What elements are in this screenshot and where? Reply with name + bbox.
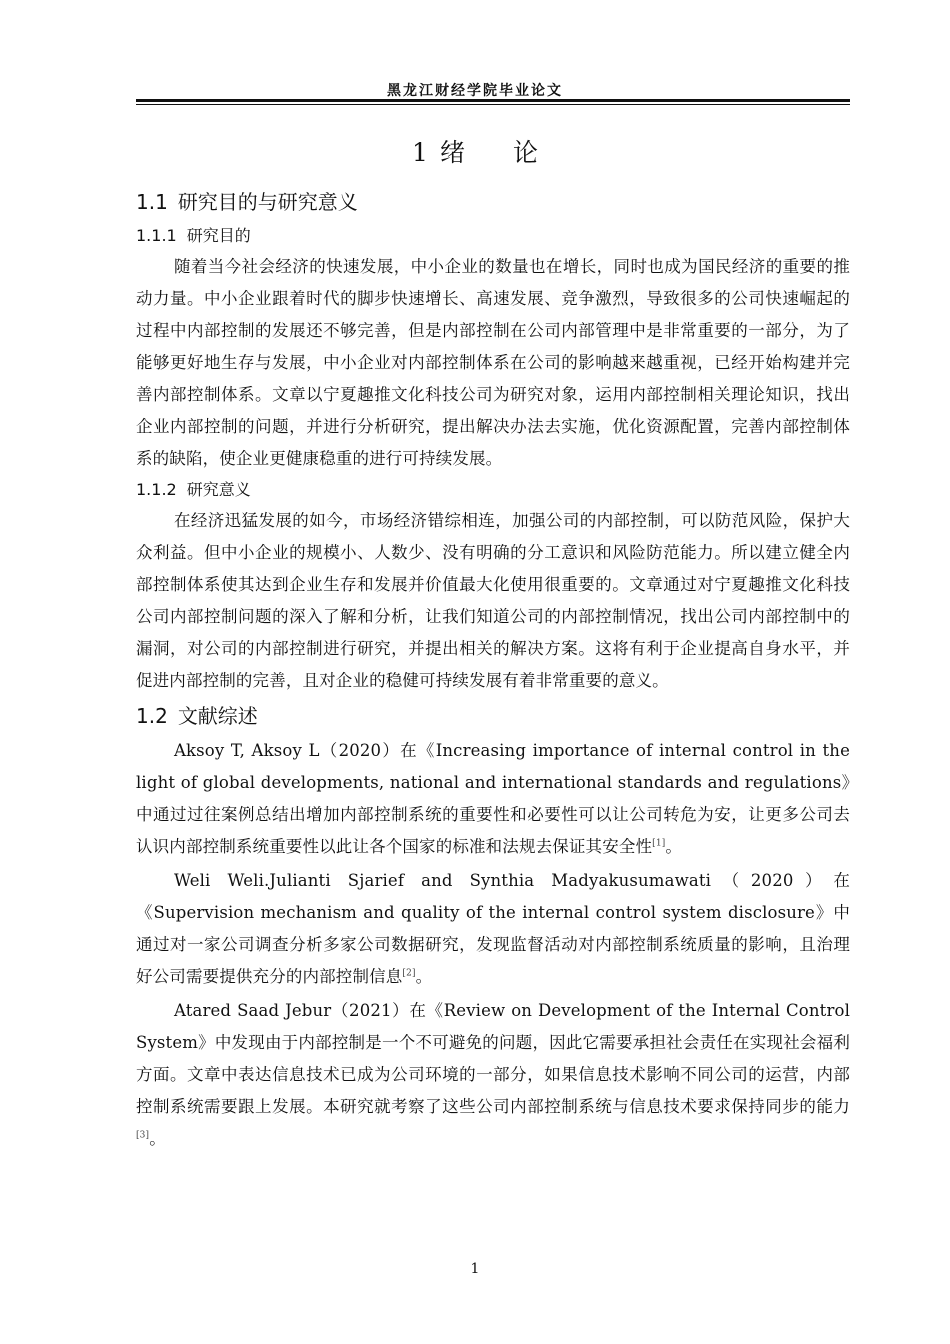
citation-ref: [1] [652, 838, 666, 849]
sentence-end: 。 [415, 967, 433, 986]
chapter-title-char-1: 绪 [439, 138, 465, 167]
paragraph-literature-3 [136, 995, 850, 1155]
header-rule-thin [136, 104, 850, 105]
subsection-heading-1-1-1 [136, 221, 850, 251]
section-number: 1.1 [136, 190, 168, 214]
literature-text: Weli Weli.Julianti Sjarief and Synthia Madyakusumawati（2020）在《Supervision mechanism and quality of the internal control system disclosure》中通过对一家公司调查分析多家公司数据研究，发现监督活动对内部控制系统质量的影响，且治理好公司需要提供充分的内部控制信息 [136, 871, 850, 986]
chapter-title [0, 133, 950, 169]
running-header-title: 黑龙江财经学院毕业论文 [387, 83, 563, 99]
subsection-number: 1.1.2 [136, 480, 177, 499]
body-content [136, 183, 850, 1155]
subsection-title: 研究目的 [186, 226, 251, 245]
paragraph-literature-1 [136, 735, 850, 863]
citation-ref: [2] [402, 968, 416, 979]
paragraph-literature-2 [136, 865, 850, 993]
section-heading-1-2 [136, 697, 850, 735]
sentence-end: 。 [149, 1129, 166, 1148]
subsection-title: 研究意义 [186, 480, 251, 499]
sentence-end: 。 [665, 837, 683, 856]
subsection-heading-1-1-2 [136, 475, 850, 505]
literature-text: Atared Saad Jebur（2021）在《Review on Development of the Internal Control System》中发现由于内部控制是一个不可避免的问题，因此它需要承担社会责任在实现社会福利方面。文章中表达信息技术已成为公司环境的一部分，如果信息技术影响不同公司的运营，内部控制系统需要跟上发展。本研究就考察了这些公司内部控制系统与信息技术要求保持同步的能力 [136, 1001, 850, 1116]
subsection-number: 1.1.1 [136, 226, 177, 245]
section-title: 文献综述 [177, 704, 258, 728]
paragraph-research-significance: 在经济迅猛发展的如今，市场经济错综相连，加强公司的内部控制，可以防范风险，保护大众利益。但中小企业的规模小、人数少、没有明确的分工意识和风险防范能力。所以建立健全内部控制体系使其达到企业生存和发展并价值最大化使用很重要的。文章通过对宁夏趣推文化科技公司内部控制问题的深入了解和分析，让我们知道公司的内部控制情况，找出公司内部控制中的漏洞，对公司的内部控制进行研究，并提出相关的解决方案。这将有利于企业提高自身水平，并促进内部控制的完善，且对企业的稳健可持续发展有着非常重要的意义。 [136, 511, 850, 690]
header-rule-thick [136, 99, 850, 102]
section-title: 研究目的与研究意义 [177, 190, 358, 214]
section-number: 1.2 [136, 704, 168, 728]
chapter-number: 1 [412, 138, 428, 167]
section-heading-1-1 [136, 183, 850, 221]
page-number: 1 [470, 1261, 480, 1277]
paragraph-research-purpose: 随着当今社会经济的快速发展，中小企业的数量也在增长，同时也成为国民经济的重要的推动力量。中小企业跟着时代的脚步快速增长、高速发展、竞争激烈，导致很多的公司快速崛起的过程中内部控制的发展还不够完善，但是内部控制在公司内部管理中是非常重要的一部分，为了能够更好地生存与发展，中小企业对内部控制体系在公司的影响越来越重视，已经开始构建并完善内部控制体系。文章以宁夏趣推文化科技公司为研究对象，运用内部控制相关理论知识，找出企业内部控制的问题，并进行分析研究，提出解决办法去实施，优化资源配置，完善内部控制体系的缺陷，使企业更健康稳重的进行可持续发展。 [136, 257, 850, 468]
literature-text: Aksoy T, Aksoy L（2020）在《Increasing importance of internal control in the light of global developments, national and international standards and regulations》中通过过往案例总结出增加内部控制系统的重要性和必要性可以让公司转危为安，让更多公司去认识内部控制系统重要性以此让各个国家的标准和法规去保证其安全性 [136, 741, 850, 856]
chapter-title-char-2: 论 [512, 138, 538, 167]
citation-ref: [3] [136, 1130, 150, 1141]
